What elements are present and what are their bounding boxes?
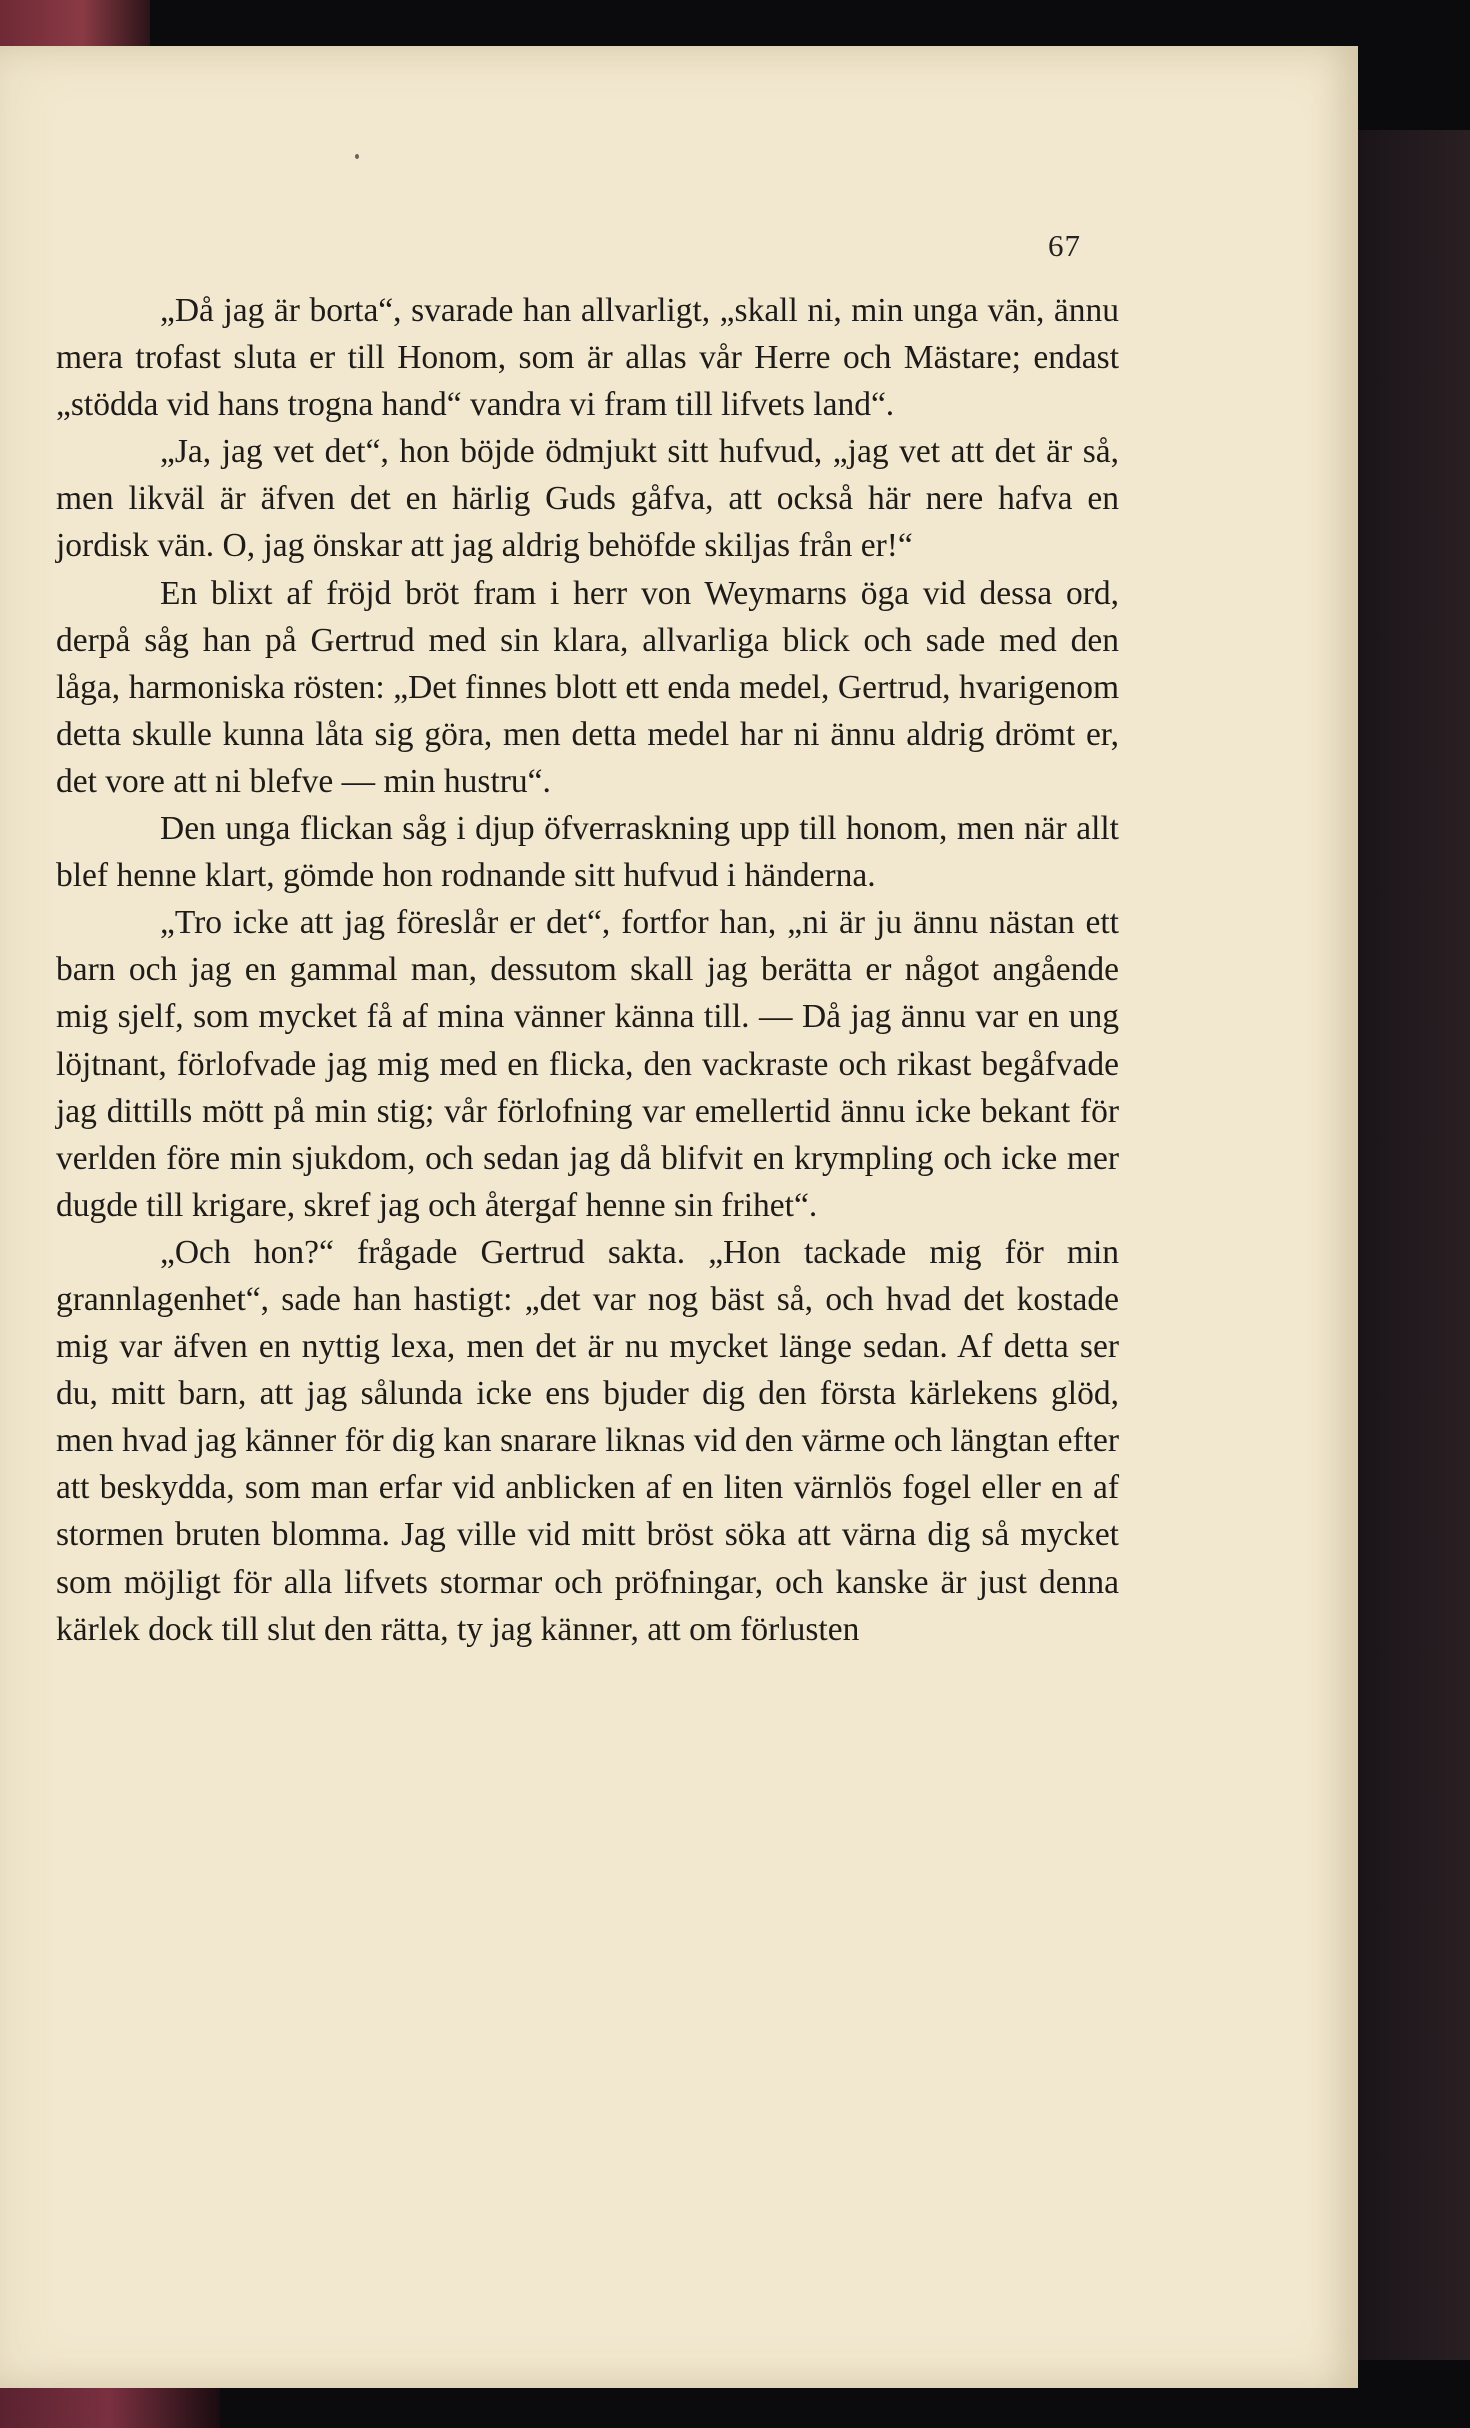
book-back-cover-edge [1358,130,1470,2360]
page-body-text [56,287,1119,1653]
page-number: 67 [1048,228,1081,263]
book-spine-bottom-edge [0,2388,220,2428]
paragraph-4: Den unga flickan såg i djup öfverraskning upp till honom, men när allt blef henne klart, gömde hon rodnande sitt hufvud i händerna. [56,810,1119,895]
paragraph-1: „Då jag är borta“, svarade han allvarligt, „skall ni, min unga vän, ännu mera trofast sluta er till Honom, som är allas vår Herre och Mästare; endast „stödda vid hans trogna hand“ vandra vi fram till lifvets land“. [56,292,1119,424]
paragraph-5: „Tro icke att jag föreslår er det“, fortfor han, „ni är ju ännu nästan ett barn och jag en gammal man, dessutom skall jag berätta er något angående mig sjelf, som mycket få af mina vänner känna till. — Då jag ännu var en ung löjtnant, förlofvade jag mig med en flicka, den vackraste och rikast begåfvade jag dittills mött på min stig; vår förlofning var emellertid ännu icke bekant för verlden före min sjukdom, och sedan jag då blifvit en krympling och icke mer dugde till krigare, skref jag och återgaf henne sin frihet“. [56,904,1119,1224]
paragraph-6: „Och hon?“ frågade Gertrud sakta. „Hon tackade mig för min grannlagenhet“, sade han hastigt: „det var nog bäst så, och hvad det kostade mig var äfven en nyttig lexa, men det är nu mycket länge sedan. Af detta ser du, mitt barn, att jag sålunda icke ens bjuder dig den första kärlekens glöd, men hvad jag känner för dig kan snarare liknas vid den värme och längtan efter att beskydda, som man erfar vid anblicken af en liten värnlös fogel eller en af stormen bruten blomma. Jag ville vid mitt bröst söka att värna dig så mycket som möjligt för alla lifvets stormar och pröfningar, och kanske är just denna kärlek dock till slut den rätta, ty jag känner, att om förlusten [56,1233,1119,1648]
book-spine-top-edge [0,0,150,46]
paragraph-2: „Ja, jag vet det“, hon böjde ödmjukt sitt hufvud, „jag vet att det är så, men likväl är äfven det en härlig Guds gåfva, att också här nere hafva en jordisk vän. O, jag önskar att jag aldrig behöfde skiljas från er!“ [56,433,1119,565]
paper-speck [355,154,359,159]
paragraph-3: En blixt af fröjd bröt fram i herr von Weymarns öga vid dessa ord, derpå såg han på Gertrud med sin klara, allvarliga blick och sade med den låga, harmoniska rösten: „Det finnes blott ett enda medel, Gertrud, hvarigenom detta skulle kunna låta sig göra, men detta medel har ni ännu aldrig drömt er, det vore att ni blefve — min hustru“. [56,574,1119,800]
